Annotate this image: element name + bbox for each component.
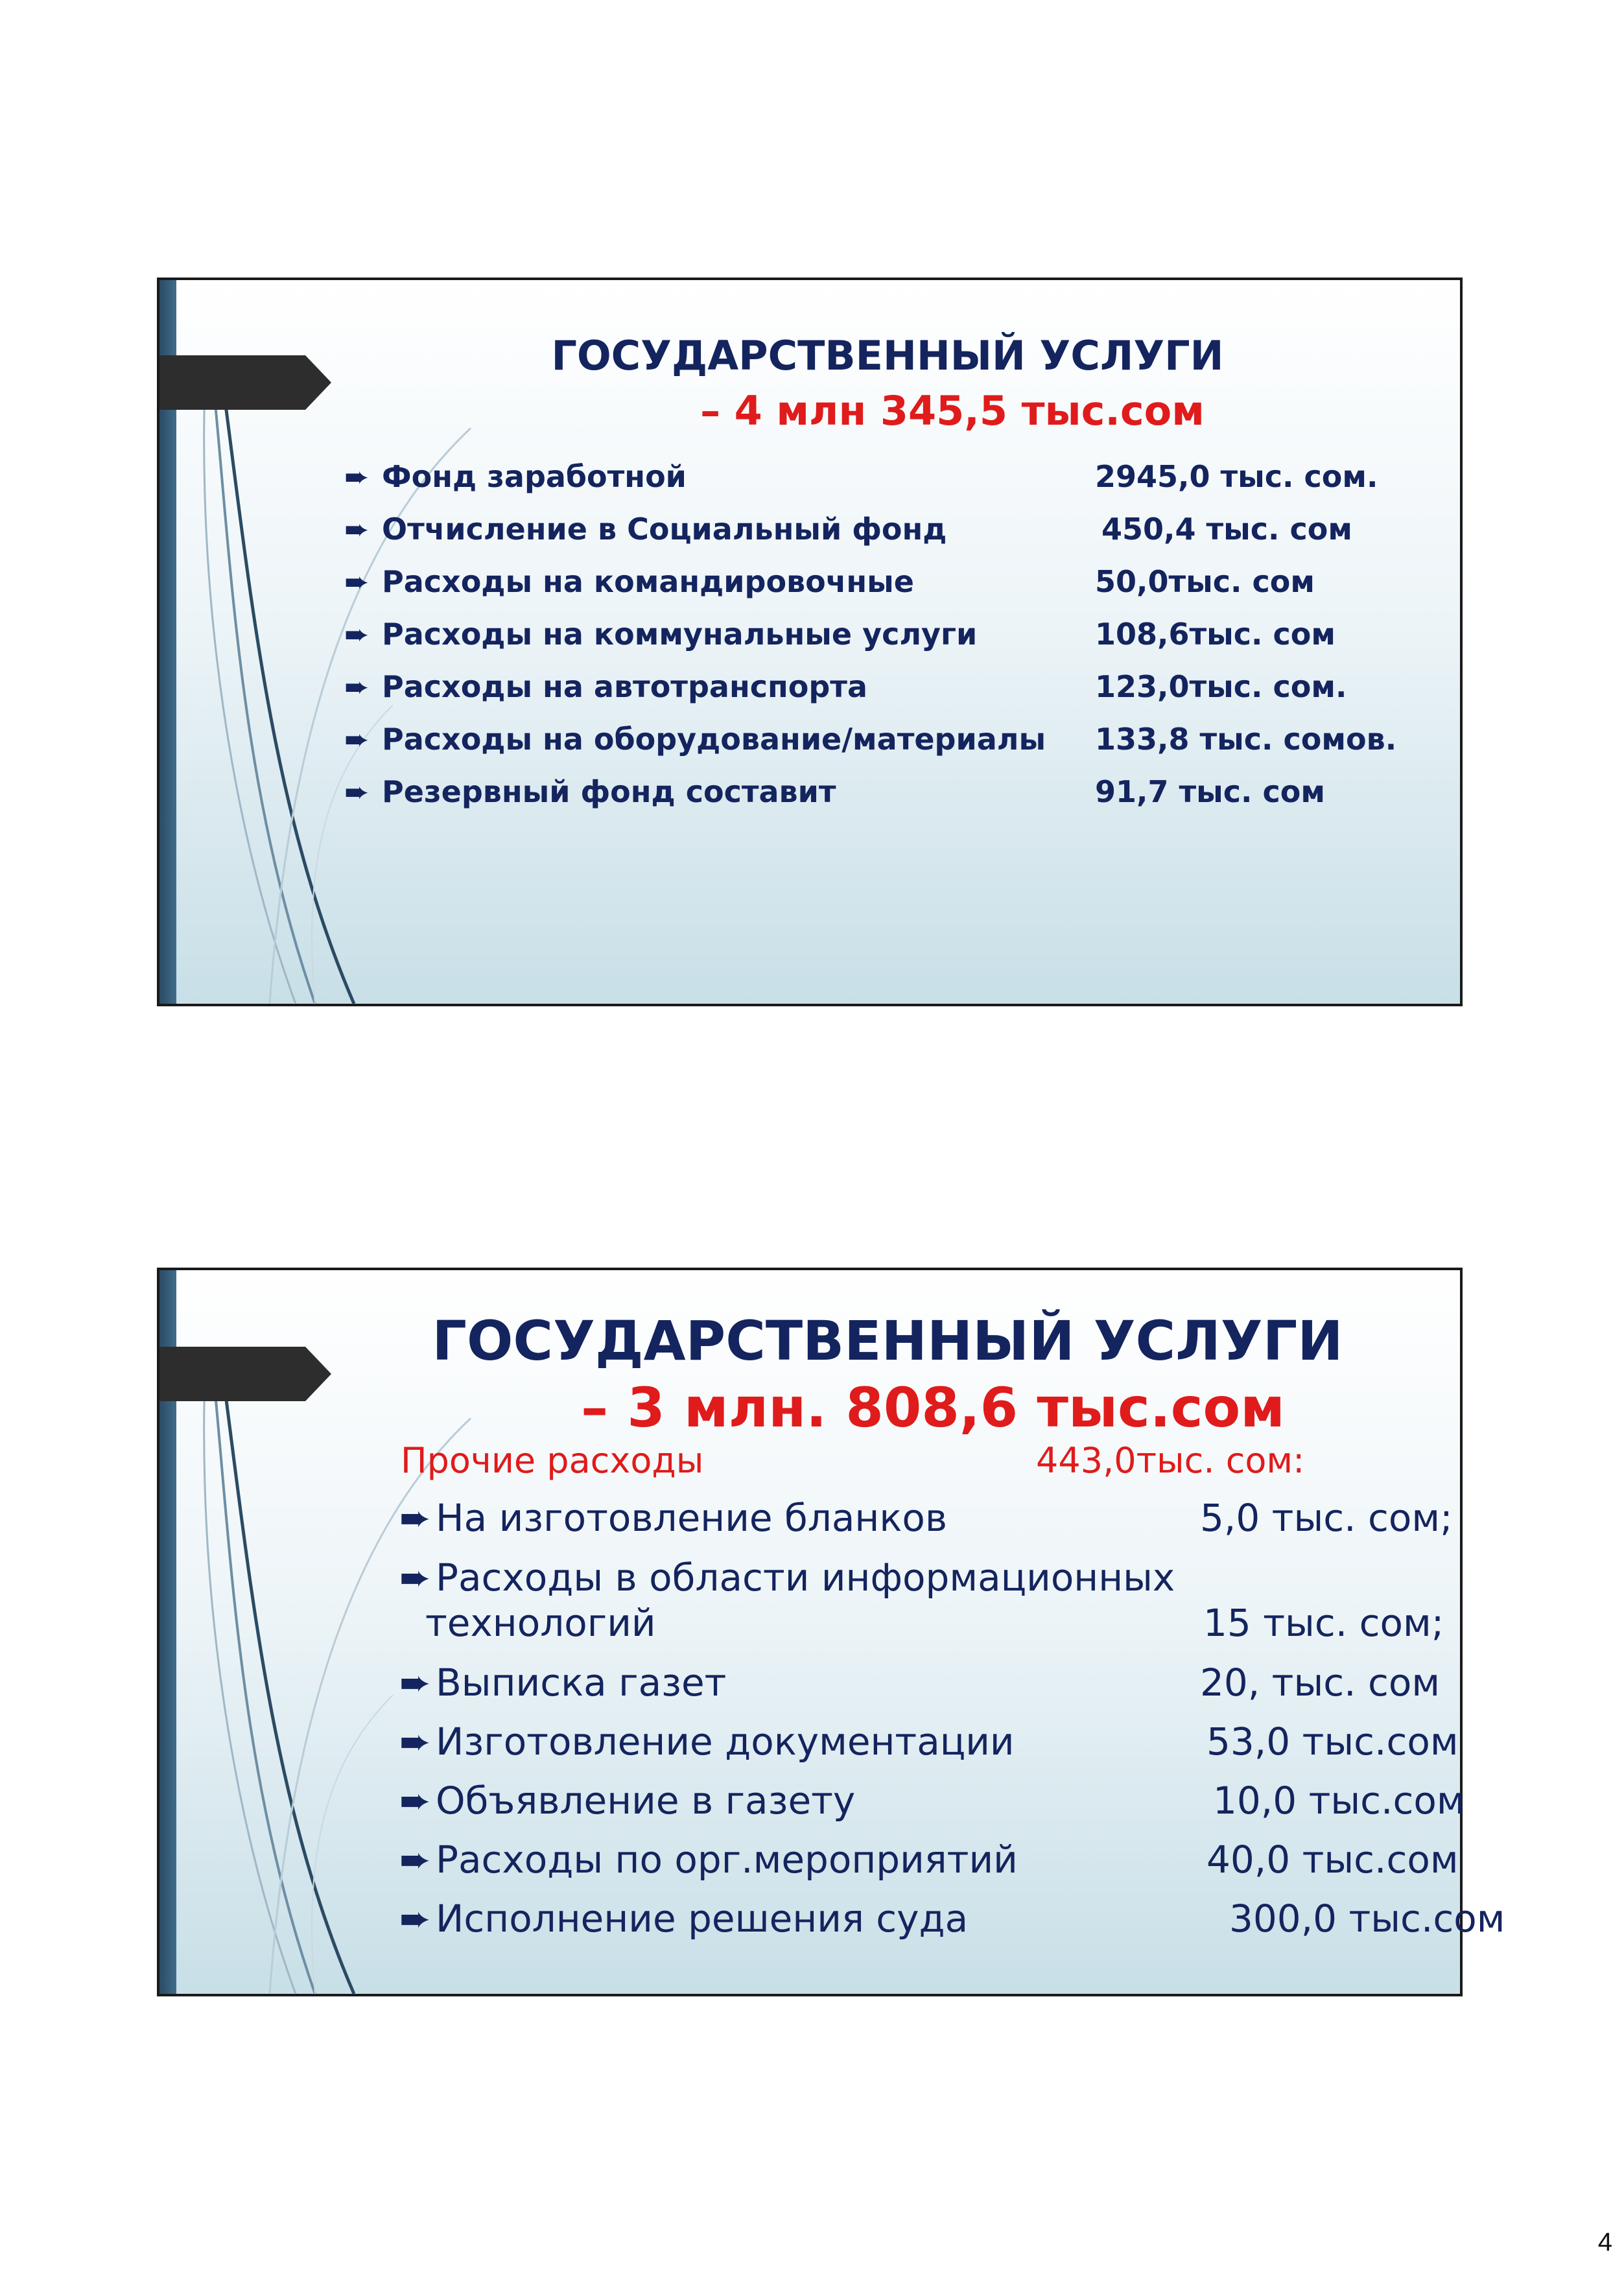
slide-2 (157, 1268, 1505, 1996)
arrow-bullet-icon: ➨ (399, 1556, 431, 1600)
arrow-bullet-icon: ➨ (344, 617, 370, 652)
item-value: 108,6тыс. сом (1095, 617, 1336, 652)
item-label: Расходы в области информационных (436, 1556, 1175, 1600)
arrow-bullet-icon: ➨ (344, 459, 370, 494)
arrow-bullet-icon: ➨ (399, 1661, 431, 1705)
item-value: 20, тыс. сом (1200, 1661, 1441, 1705)
item-value: 2945,0 тыс. сом. (1095, 459, 1378, 494)
item-value: 91,7 тыс. сом (1095, 774, 1325, 809)
item-label: Расходы на оборудование/материалы (382, 722, 1046, 757)
arrow-bullet-icon: ➨ (344, 774, 370, 809)
arrow-bullet-icon: ➨ (344, 512, 370, 547)
item-label: На изготовление бланков (436, 1496, 948, 1540)
arrow-bullet-icon: ➨ (344, 564, 370, 599)
slide-title: ГОСУДАРСТВЕННЫЙ УСЛУГИ (551, 332, 1224, 379)
item-value: 53,0 тыс.сом (1206, 1720, 1459, 1764)
arrow-bullet-icon: ➨ (399, 1496, 431, 1540)
item-label: Исполнение решения суда (436, 1897, 969, 1941)
item-value: 300,0 тыс.сом (1229, 1897, 1505, 1941)
item-label: Расходы по орг.мероприятий (436, 1838, 1018, 1882)
item-value: 450,4 тыс. сом (1101, 512, 1353, 547)
slide-subtitle: – 4 млн 345,5 тыс.сом (700, 387, 1205, 434)
item-value: 123,0тыс. сом. (1095, 669, 1347, 704)
slide-title: ГОСУДАРСТВЕННЫЙ УСЛУГИ (432, 1309, 1343, 1373)
item-value: 133,8 тыс. сомов. (1095, 722, 1397, 757)
other-expenses-value: 443,0тыс. сом: (1036, 1440, 1305, 1481)
item-label: Выписка газет (436, 1661, 727, 1705)
arrow-tab (159, 355, 331, 410)
item-label: Отчисление в Социальный фонд (382, 512, 947, 547)
arrow-bullet-icon: ➨ (399, 1779, 431, 1823)
item-label: Резервный фонд составит (382, 774, 836, 809)
item-value: 10,0 тыс.сом (1213, 1779, 1465, 1823)
item-label-continued: технологий (425, 1601, 656, 1645)
arrow-bullet-icon: ➨ (344, 669, 370, 704)
item-value: 15 тыс. сом; (1203, 1601, 1444, 1645)
item-label: Расходы на командировочные (382, 564, 914, 599)
item-label: Расходы на коммунальные услуги (382, 617, 978, 652)
item-value: 40,0 тыс.сом (1206, 1838, 1459, 1882)
item-value: 5,0 тыс. сом; (1200, 1496, 1453, 1540)
other-expenses-label: Прочие расходы (401, 1440, 704, 1481)
arrow-tab (159, 1347, 331, 1401)
item-label: Расходы на автотранспорта (382, 669, 868, 704)
page-number: 4 (1597, 2228, 1612, 2256)
item-value: 50,0тыс. сом (1095, 564, 1315, 599)
arrow-bullet-icon: ➨ (399, 1838, 431, 1882)
item-label: Фонд заработной (382, 459, 687, 494)
item-label: Объявление в газету (436, 1779, 856, 1823)
item-label: Изготовление документации (436, 1720, 1015, 1764)
arrow-bullet-icon: ➨ (399, 1897, 431, 1941)
arrow-bullet-icon: ➨ (399, 1720, 431, 1764)
slide-1 (157, 278, 1463, 1006)
slide-subtitle: – 3 млн. 808,6 тыс.сом (581, 1376, 1285, 1439)
arrow-bullet-icon: ➨ (344, 722, 370, 757)
